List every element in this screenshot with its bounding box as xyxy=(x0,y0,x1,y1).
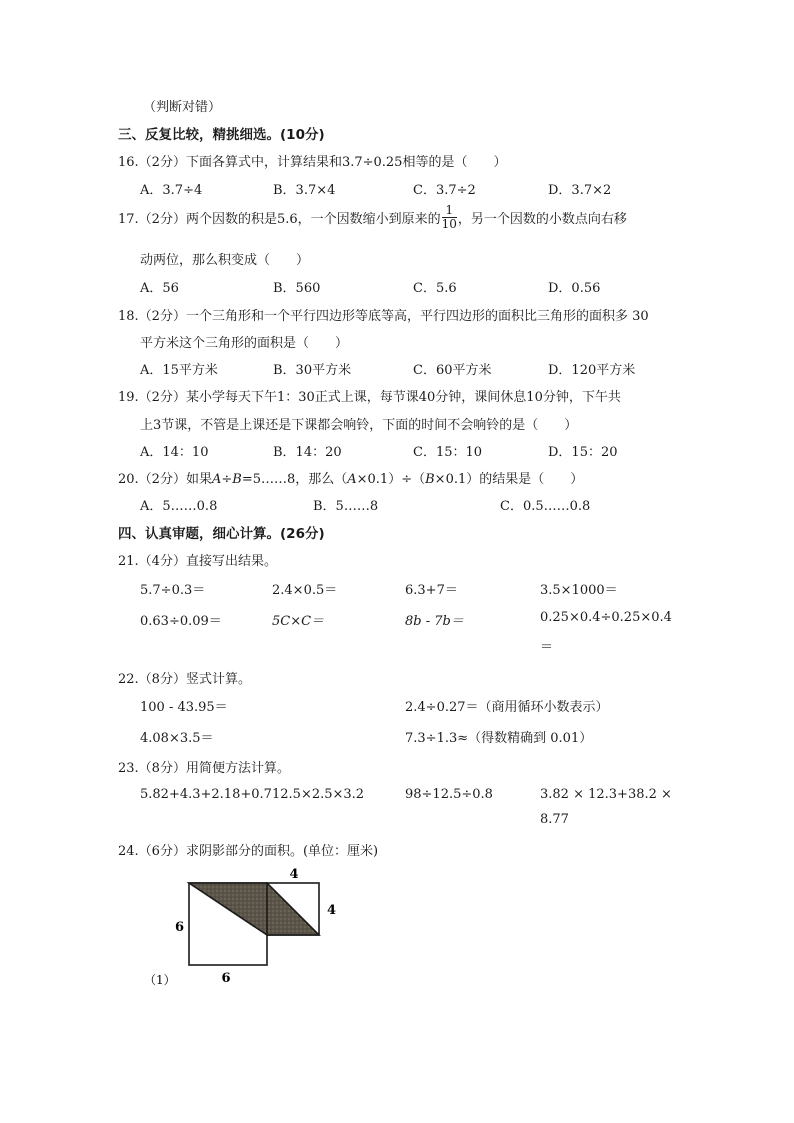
figure-index: （1） xyxy=(144,973,176,987)
q20-var-b2: B xyxy=(425,472,435,487)
q20-var-b: B xyxy=(232,472,242,487)
q21-item[interactable]: 0.25×0.4÷0.25×0.4 xyxy=(540,610,672,625)
label-bottom: 6 xyxy=(221,971,231,986)
q21-item[interactable]: 2.4×0.5＝ xyxy=(272,583,338,598)
q19-stem-line2: 上3节课，不管是上课还是下课都会响铃，下面的时间不会响铃的是（ ） xyxy=(140,418,578,433)
q20-option-a[interactable]: A．5……0.8 xyxy=(140,499,218,514)
q20-var-a2: A xyxy=(347,472,357,487)
q23-item[interactable]: 12.5×2.5×3.2 xyxy=(272,787,365,802)
q17-stem-line1 xyxy=(118,203,627,233)
q16-option-c[interactable]: C．3.7÷2 xyxy=(413,183,476,198)
q17-option-d[interactable]: D．0.56 xyxy=(548,281,601,296)
q21-item[interactable]: 3.5×1000＝ xyxy=(540,583,618,598)
q22-item[interactable]: 2.4÷0.27＝（商用循环小数表示） xyxy=(405,700,609,715)
q18-stem-line1: 18.（2分）一个三角形和一个平行四边形等底等高，平行四边形的面积比三角形的面积多 30 xyxy=(118,309,649,324)
q17-frac-den: 10 xyxy=(441,217,457,231)
q20-stem-mid: =5……8，那么（ xyxy=(241,472,348,487)
q21-item-eq: ＝ xyxy=(540,640,554,655)
q18-option-d[interactable]: D．120平方米 xyxy=(548,363,636,378)
shaded-region xyxy=(189,883,319,935)
q17-option-b[interactable]: B．560 xyxy=(273,281,321,296)
q23-item[interactable]: 3.82 × 12.3+38.2 × xyxy=(540,787,672,802)
q16-option-b[interactable]: B．3.7×4 xyxy=(273,183,336,198)
q16-stem: 16.（2分）下面各算式中，计算结果和3.7÷0.25相等的是（ ） xyxy=(118,155,507,170)
q20-div: ÷ xyxy=(221,472,233,487)
q20-stem-pre: 20.（2分）如果 xyxy=(118,472,212,487)
q20-option-b[interactable]: B．5……8 xyxy=(313,499,379,514)
section-4-heading: 四、认真审题，细心计算。(26分) xyxy=(118,526,325,542)
judge-note: （判断对错） xyxy=(143,100,222,115)
q17-stem-a: 17.（2分）两个因数的积是5.6，一个因数缩小到原来的 xyxy=(118,212,441,227)
q19-stem-line1: 19.（2分）某小学每天下午1：30正式上课，每节课40分钟，课间休息10分钟，下午共 xyxy=(118,390,621,405)
label-left: 6 xyxy=(175,920,185,935)
q20-var-a: A xyxy=(211,472,222,487)
q18-stem-line2: 平方米这个三角形的面积是（ ） xyxy=(140,336,349,351)
q21-item[interactable]: 6.3+7＝ xyxy=(405,583,458,598)
q20-stem-mid2: ×0.1）÷（ xyxy=(356,472,426,487)
q16-option-a[interactable]: A．3.7÷4 xyxy=(140,183,203,198)
q21-stem: 21.（4分）直接写出结果。 xyxy=(118,554,277,569)
q17-stem-line2: 动两位，那么积变成（ ） xyxy=(140,253,310,268)
q23-item[interactable]: 98÷12.5÷0.8 xyxy=(405,787,493,802)
q20-stem xyxy=(118,468,583,487)
q21-item[interactable]: 8b - 7b＝ xyxy=(405,614,464,629)
q21-item[interactable]: 5.7÷0.3＝ xyxy=(140,583,206,598)
q18-option-a[interactable]: A．15平方米 xyxy=(140,363,218,378)
q18-option-b[interactable]: B．30平方米 xyxy=(273,363,352,378)
q19-option-b[interactable]: B．14：20 xyxy=(273,445,342,460)
q17-fraction xyxy=(442,204,457,231)
q23-stem: 23.（8分）用简便方法计算。 xyxy=(118,761,290,776)
section-3-heading: 三、反复比较，精挑细选。(10分) xyxy=(118,127,325,143)
q24-stem: 24.（6分）求阴影部分的面积。(单位：厘米) xyxy=(118,844,379,859)
q24-figure xyxy=(120,858,350,998)
q19-option-c[interactable]: C．15：10 xyxy=(413,445,483,460)
q22-item[interactable]: 7.3÷1.3≈（得数精确到 0.01） xyxy=(405,731,593,746)
q19-option-a[interactable]: A．14：10 xyxy=(140,445,209,460)
q18-option-c[interactable]: C．60平方米 xyxy=(413,363,492,378)
q23-item[interactable]: 5.82+4.3+2.18+0.7 xyxy=(140,787,272,802)
q16-option-d[interactable]: D．3.7×2 xyxy=(548,183,612,198)
label-right: 4 xyxy=(327,903,337,918)
label-top: 4 xyxy=(289,867,299,882)
q20-option-c[interactable]: C．0.5……0.8 xyxy=(500,499,591,514)
q21-item[interactable]: 5C×C＝ xyxy=(272,614,325,629)
q19-option-d[interactable]: D．15：20 xyxy=(548,445,618,460)
q23-item-cont: 8.77 xyxy=(540,812,569,827)
q21-item[interactable]: 0.63÷0.09＝ xyxy=(140,614,222,629)
q22-item[interactable]: 100 - 43.95＝ xyxy=(140,700,228,715)
q22-stem: 22.（8分）竖式计算。 xyxy=(118,672,251,687)
q20-stem-end: ×0.1）的结果是（ ） xyxy=(434,472,584,487)
q17-option-a[interactable]: A．56 xyxy=(140,281,179,296)
q17-option-c[interactable]: C．5.6 xyxy=(413,281,457,296)
q17-stem-b: ，另一个因数的小数点向右移 xyxy=(457,212,627,227)
q22-item[interactable]: 4.08×3.5＝ xyxy=(140,731,214,746)
q17-frac-num: 1 xyxy=(442,204,457,218)
